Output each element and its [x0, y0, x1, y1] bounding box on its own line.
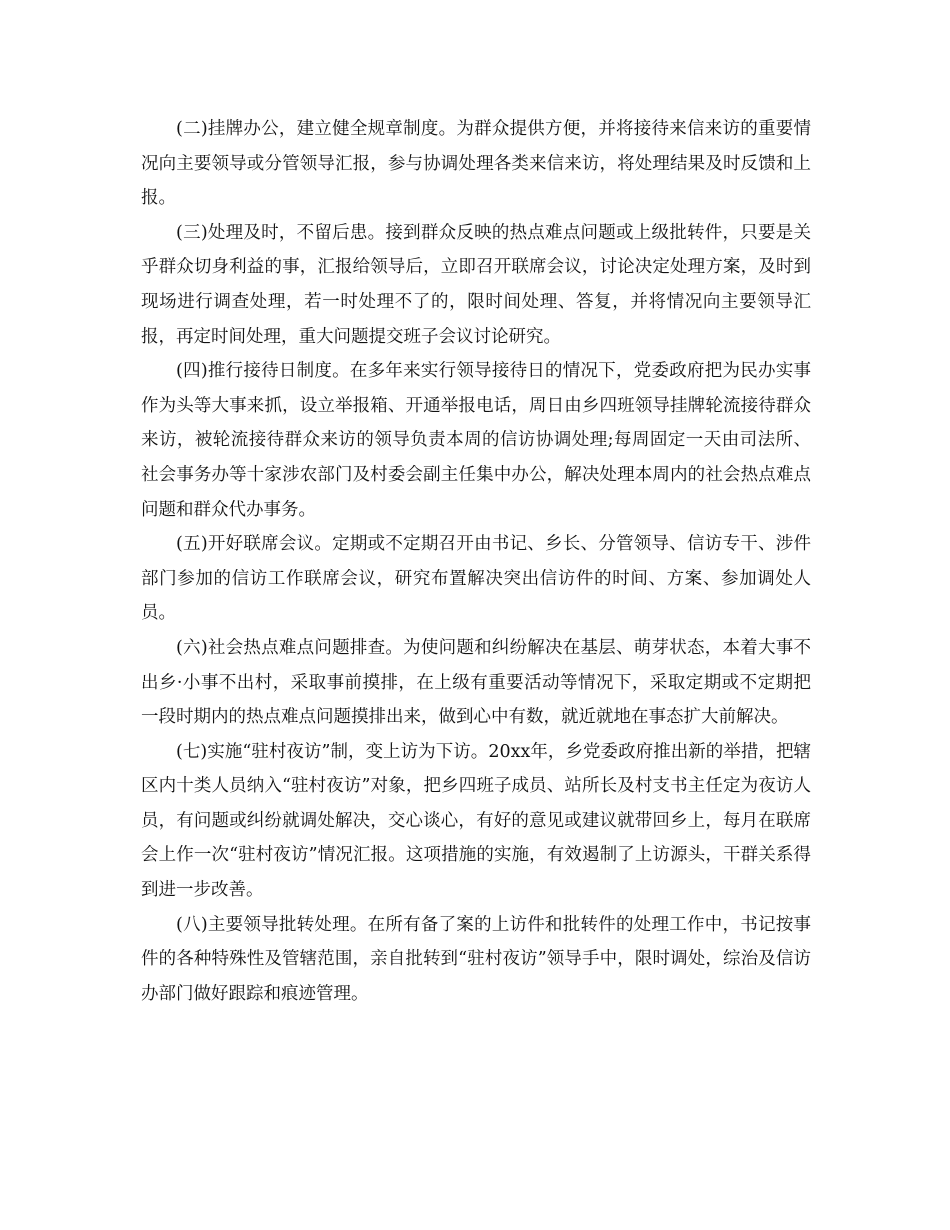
paragraph-6: (六)社会热点难点问题排查。为使问题和纠纷解决在基层、萌芽状态，本着大事不出乡·小事不出村，采取事前摸排，在上级有重要活动等情况下，采取定期或不定期把一段时期内的热点难点问题摸排出来，做到心中有数，就近就地在事态扩大前解决。	[141, 637, 811, 728]
paragraph-7: (七)实施“驻村夜访”制，变上访为下访。20xx年，乡党委政府推出新的举措，把辖区内十类人员纳入“驻村夜访”对象，把乡四班子成员、站所长及村支书主任定为夜访人员，有问题或纠纷就调处解决，交心谈心，有好的意见或建议就带回乡上，每月在联席会上作一次“驻村夜访”情况汇报。这项措施的实施，有效遏制了上访源头，干群关系得到进一步改善。	[141, 741, 811, 901]
paragraph-2: (二)挂牌办公，建立健全规章制度。为群众提供方便，并将接待来信来访的重要情况向主要领导或分管领导汇报，参与协调处理各类来信来访，将处理结果及时反馈和上报。	[141, 119, 811, 209]
paragraph-4: (四)推行接待日制度。在多年来实行领导接待日的情况下，党委政府把为民办实事作为头等大事来抓，设立举报箱、开通举报电话，周日由乡四班领导挂牌轮流接待群众来访，被轮流接待群众来访的领导负责本周的信访协调处理;每周固定一天由司法所、社会事务办等十家涉农部门及村委会副主任集中办公，解决处理本周内的社会热点难点问题和群众代办事务。	[141, 361, 811, 520]
paragraph-5: (五)开好联席会议。定期或不定期召开由书记、乡长、分管领导、信访专干、涉件部门参加的信访工作联席会议，研究布置解决突出信访件的时间、方案、参加调处人员。	[141, 534, 811, 624]
paragraph-8: (八)主要领导批转处理。在所有备了案的上访件和批转件的处理工作中，书记按事件的各种特殊性及管辖范围，亲自批转到“驻村夜访”领导手中，限时调处，综治及信访办部门做好跟踪和痕迹管理。	[141, 914, 811, 1004]
document-body	[141, 112, 811, 1011]
paragraph-3: (三)处理及时，不留后患。接到群众反映的热点难点问题或上级批转件，只要是关乎群众切身利益的事，汇报给领导后，立即召开联席会议，讨论决定处理方案，及时到现场进行调查处理，若一时处理不了的，限时间处理、答复，并将情况向主要领导汇报，再定时间处理，重大问题提交班子会议讨论研究。	[141, 222, 811, 347]
